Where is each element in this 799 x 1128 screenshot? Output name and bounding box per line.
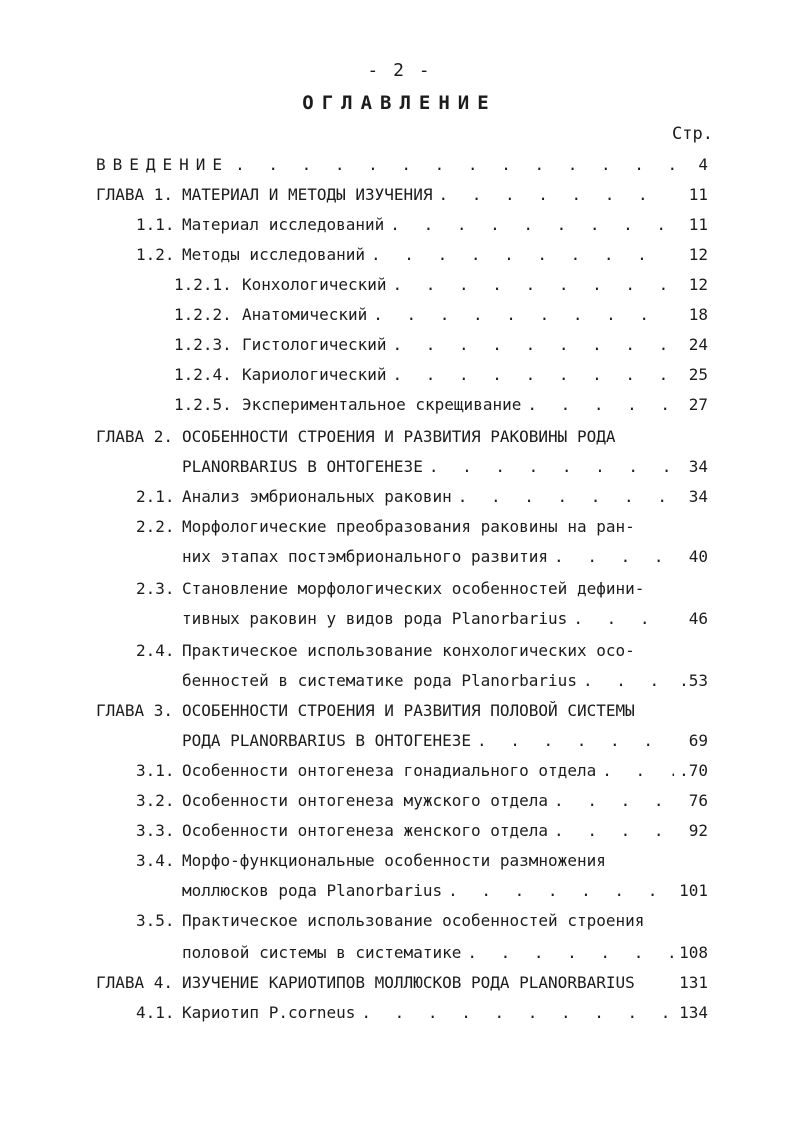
toc-entry-number: 1.2. — [136, 245, 175, 264]
toc-page-number: .53 — [679, 671, 708, 690]
toc-entry-chapter-1 — [96, 180, 708, 210]
toc-entry-1-2-4 — [174, 360, 708, 390]
toc-leader-dots — [477, 726, 674, 756]
toc-leader-dots — [458, 482, 674, 512]
toc-leader-dots — [390, 210, 674, 240]
toc-entry-title: Кариотип P.corneus — [182, 1003, 356, 1022]
page-column-label: Стр. — [672, 124, 713, 144]
toc-entry-title: тивных раковин у видов рода Planorbarius — [182, 609, 568, 628]
toc-entry-title: Морфологические преобразования раковины на ран- — [182, 517, 635, 536]
toc-entry-3-5 — [136, 906, 708, 936]
toc-leader-dots — [554, 816, 674, 846]
toc-entry-title: Особенности онтогенеза гонадиального отдела — [182, 761, 597, 780]
toc-entry-chapter-4 — [96, 968, 708, 998]
toc-page-number: 11 — [688, 185, 708, 204]
toc-entry-title: Методы исследований — [182, 245, 366, 264]
toc-entry-title: МАТЕРИАЛ И МЕТОДЫ ИЗУЧЕНИЯ — [182, 185, 433, 204]
toc-page-number: 18 — [688, 305, 708, 324]
toc-entry-2-2 — [136, 512, 708, 542]
toc-entry-title: моллюсков рода Planorbarius — [182, 881, 443, 900]
toc-entry-title: Практическое использование конхологических осо- — [182, 641, 635, 660]
toc-entry-title: ОСОБЕННОСТИ СТРОЕНИЯ И РАЗВИТИЯ РАКОВИНЫ РОДА — [182, 427, 616, 446]
toc-entry-number: 3.5. — [136, 911, 175, 930]
toc-entry-title: Кариологический — [242, 365, 387, 384]
toc-entry-3-4-cont — [182, 876, 708, 906]
toc-entry-chapter-2-cont — [182, 452, 708, 482]
toc-entry-1-1 — [136, 210, 708, 240]
toc-entry-number: 2.3. — [136, 579, 175, 598]
toc-entry-chapter-3 — [96, 696, 708, 726]
toc-page-number: 131 — [679, 973, 708, 992]
toc-page-number: 12 — [688, 275, 708, 294]
toc-leader-dots — [393, 330, 675, 360]
toc-leader-dots — [373, 300, 674, 330]
toc-entry-2-4 — [136, 636, 708, 666]
toc-entry-3-1 — [136, 756, 708, 786]
toc-entry-title: них этапах постэмбрионального развития — [182, 547, 549, 566]
toc-entry-number: 2.1. — [136, 487, 175, 506]
toc-entry-3-5-cont — [182, 938, 708, 968]
toc-entry-title: Конхологический — [242, 275, 387, 294]
toc-page-number: 69 — [688, 731, 708, 750]
toc-page-number: 11 — [688, 215, 708, 234]
toc-entry-title: Экспериментальное скрещивание — [242, 395, 522, 414]
toc-entry-chapter-2 — [96, 422, 708, 452]
toc-page-number: 12 — [688, 245, 708, 264]
toc-entry-number: ГЛАВА 4. — [96, 973, 174, 992]
toc-entry-title: бенностей в систематике рода Planorbarius — [182, 671, 577, 690]
toc-entry-title: ВВЕДЕНИЕ — [96, 155, 230, 174]
toc-leader-dots — [573, 604, 674, 634]
toc-page-number: 101 — [679, 881, 708, 900]
toc-entry-2-2-cont — [182, 542, 708, 572]
toc-entry-1-2-1 — [174, 270, 708, 300]
toc-entry-number: 1.2.4. — [174, 365, 232, 384]
toc-leader-dots — [361, 998, 674, 1028]
toc-entry-title: Материал исследований — [182, 215, 385, 234]
toc-page-number: 4 — [698, 155, 708, 174]
toc-leader-dots — [467, 938, 674, 968]
toc-entry-title: Практическое использование особенностей строения — [182, 911, 645, 930]
toc-entry-title: ОСОБЕННОСТИ СТРОЕНИЯ И РАЗВИТИЯ ПОЛОВОЙ СИСТЕМЫ — [182, 701, 635, 720]
toc-leader-dots — [438, 180, 674, 210]
toc-entry-number: 3.3. — [136, 821, 175, 840]
toc-entry-number: 1.2.2. — [174, 305, 232, 324]
toc-entry-2-4-cont — [182, 666, 708, 696]
toc-leader-dots — [527, 390, 674, 420]
toc-leader-dots — [448, 876, 674, 906]
toc-entry-title: Особенности онтогенеза женского отдела — [182, 821, 549, 840]
toc-page-number: 92 — [688, 821, 708, 840]
toc-page-number: 46 — [688, 609, 708, 628]
toc-entry-3-2 — [136, 786, 708, 816]
toc-entry-number: 3.4. — [136, 851, 175, 870]
toc-entry-1-2-2 — [174, 300, 708, 330]
toc-entry-3-4 — [136, 846, 708, 876]
toc-entry-2-3-cont — [182, 604, 708, 634]
toc-entry-title: Гистологический — [242, 335, 387, 354]
toc-entry-number: 4.1. — [136, 1003, 175, 1022]
toc-entry-intro — [96, 150, 708, 180]
toc-page-number: 25 — [688, 365, 708, 384]
toc-page-number: .70 — [679, 761, 708, 780]
page-number: - 2 - — [367, 60, 432, 81]
toc-entry-number: 3.1. — [136, 761, 175, 780]
toc-entry-number: 2.4. — [136, 641, 175, 660]
toc-entry-number: 1.2.5. — [174, 395, 232, 414]
toc-entry-title: Особенности онтогенеза мужского отдела — [182, 791, 549, 810]
toc-page-number: 27 — [688, 395, 708, 414]
toc-entry-title: Становление морфологических особенностей дефини- — [182, 579, 645, 598]
page-title: ОГЛАВЛЕНИЕ — [302, 92, 497, 114]
toc-entry-2-1 — [136, 482, 708, 512]
toc-page-number: 76 — [688, 791, 708, 810]
toc-entry-chapter-3-cont — [182, 726, 708, 756]
toc-entry-title: РОДА PLANORBARIUS В ОНТОГЕНЕЗЕ — [182, 731, 471, 750]
toc-entry-1-2-5 — [174, 390, 708, 420]
toc-entry-title: половой системы в систематике — [182, 943, 462, 962]
toc-entry-2-3 — [136, 574, 708, 604]
toc-entry-1-2-3 — [174, 330, 708, 360]
toc-leader-dots — [602, 756, 674, 786]
toc-entry-title: ИЗУЧЕНИЕ КАРИОТИПОВ МОЛЛЮСКОВ РОДА PLANORBARIUS — [182, 973, 635, 992]
toc-entry-number: ГЛАВА 1. — [96, 185, 174, 204]
toc-leader-dots — [554, 542, 674, 572]
toc-entry-title: Анализ эмбриональных раковин — [182, 487, 452, 506]
toc-leader-dots — [554, 786, 674, 816]
toc-page-number: 134 — [679, 1003, 708, 1022]
toc-page-number: 24 — [688, 335, 708, 354]
toc-leader-dots — [429, 452, 674, 482]
toc-entry-1-2 — [136, 240, 708, 270]
toc-entry-3-3 — [136, 816, 708, 846]
toc-entry-number: 3.2. — [136, 791, 175, 810]
toc-leader-dots — [371, 240, 674, 270]
toc-leader-dots — [393, 270, 675, 300]
toc-entry-number: ГЛАВА 2. — [96, 427, 174, 446]
toc-entry-4-1 — [136, 998, 708, 1028]
toc-leader-dots — [393, 360, 675, 390]
toc-page-number: 34 — [688, 487, 708, 506]
toc-entry-title: Анатомический — [242, 305, 368, 324]
toc-entry-number: 2.2. — [136, 517, 175, 536]
toc-leader-dots — [235, 150, 674, 180]
toc-entry-number: 1.2.1. — [174, 275, 232, 294]
toc-page-number: 108 — [679, 943, 708, 962]
toc-page-number: 34 — [688, 457, 708, 476]
toc-entry-title: Морфо-функциональные особенности размножения — [182, 851, 606, 870]
toc-leader-dots — [583, 666, 674, 696]
toc-entry-title: PLANORBARIUS В ОНТОГЕНЕЗЕ — [182, 457, 423, 476]
toc-page-number: 40 — [688, 547, 708, 566]
toc-entry-number: 1.1. — [136, 215, 175, 234]
toc-entry-number: ГЛАВА 3. — [96, 701, 174, 720]
toc-entry-number: 1.2.3. — [174, 335, 232, 354]
